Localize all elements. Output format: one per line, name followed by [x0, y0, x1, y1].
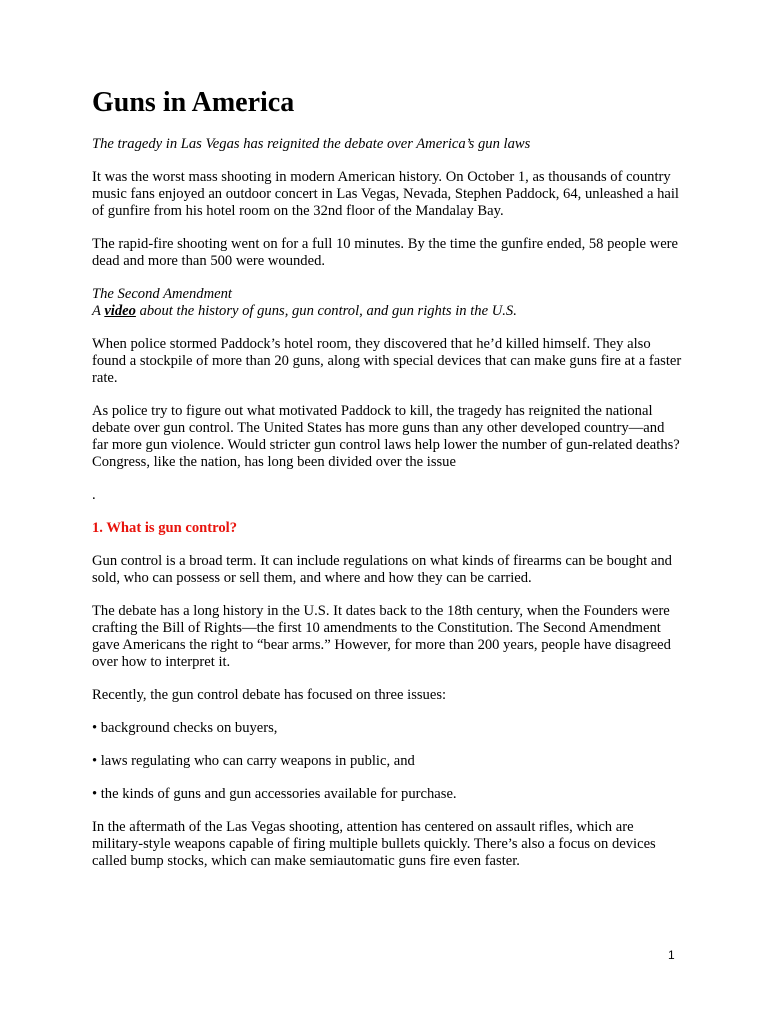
bullet-item: • background checks on buyers, [92, 720, 278, 736]
sidebar-note-suffix: about the history of guns, gun control, and gun rights in the U.S. [135, 303, 517, 319]
sidebar-note-line [92, 303, 682, 320]
paragraph-main-2: As police try to figure out what motivated Paddock to kill, the tragedy has reignited the national debate over gun control. The United States has more guns than any other developed country—and far more gun violence. Would stricter gun control laws help lower the number of gun-related deaths? Congress, like the nation, has long been divided over the issue [92, 403, 680, 470]
document-page [92, 86, 682, 870]
article-title: Guns in America [92, 87, 295, 118]
article-subtitle: The tragedy in Las Vegas has reignited the debate over America’s gun laws [92, 136, 531, 152]
paragraph-main-1: When police stormed Paddock’s hotel room, they discovered that he’d killed himself. They also found a stockpile of more than 20 guns, along with special devices that can make guns fire at a faster rate. [92, 336, 682, 386]
sidebar-note-heading: The Second Amendment [92, 286, 232, 302]
section-heading-gun-control: 1. What is gun control? [92, 520, 238, 536]
page-number: 1 [668, 948, 675, 962]
sidebar-note-prefix: A [92, 303, 105, 319]
section-closing-paragraph: In the aftermath of the Las Vegas shooting, attention has centered on assault rifles, which are military-style weapons capable of firing multiple bullets quickly. There’s also a focus on devices called bump stocks, which can make semiautomatic guns fire even faster. [92, 819, 656, 869]
bullet-item: • the kinds of guns and gun accessories available for purchase. [92, 786, 457, 802]
section-paragraph-1: Gun control is a broad term. It can include regulations on what kinds of firearms can be bought and sold, who can possess or sell them, and where and how they can be carried. [92, 553, 672, 586]
stray-period: . [92, 487, 96, 503]
section-paragraph-3: Recently, the gun control debate has focused on three issues: [92, 687, 447, 703]
paragraph-intro-1: It was the worst mass shooting in modern American history. On October 1, as thousands of country music fans enjoyed an outdoor concert in Las Vegas, Nevada, Stephen Paddock, 64, unleashed a hail of gunfire from his hotel room on the 32nd floor of the Mandalay Bay. [92, 169, 679, 219]
sidebar-note [92, 286, 682, 320]
video-link[interactable]: video [104, 303, 136, 319]
section-paragraph-2: The debate has a long history in the U.S. It dates back to the 18th century, when the Founders were crafting the Bill of Rights—the first 10 amendments to the Constitution. The Second Amendment gave Americans the right to “bear arms.” However, for more than 200 years, people have disagreed over how to interpret it. [92, 603, 671, 670]
paragraph-intro-2: The rapid-fire shooting went on for a full 10 minutes. By the time the gunfire ended, 58 people were dead and more than 500 were wounded. [92, 236, 679, 269]
bullet-item: • laws regulating who can carry weapons in public, and [92, 753, 415, 769]
